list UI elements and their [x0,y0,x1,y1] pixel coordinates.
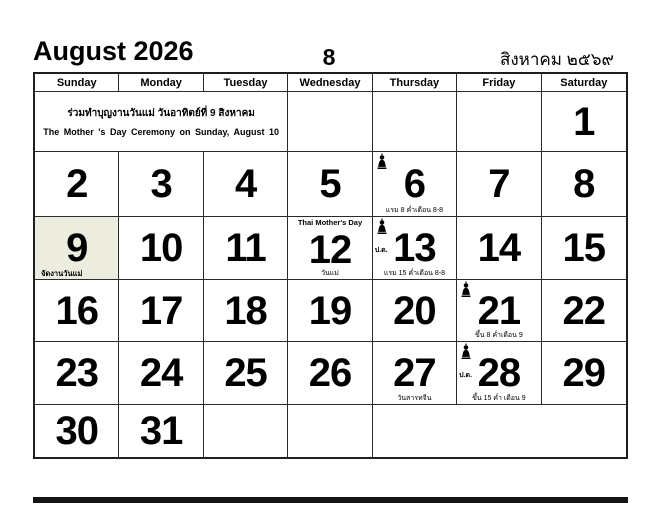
day-cell-21 [457,280,541,342]
day-cell-10 [119,217,203,280]
day-cell-4 [204,152,288,217]
day-number: 30 [55,409,98,453]
day-number: 28 [477,351,521,395]
weekday-header-friday: Friday [457,74,541,92]
day-side-label: ป.ด. [459,372,473,379]
day-cell-28 [457,342,541,405]
day-number: 15 [562,226,606,270]
event-note: วันแม่ [321,270,339,277]
day-cell-13 [373,217,457,280]
day-cell-2 [35,152,119,217]
day-cell-22 [542,280,626,342]
empty-cell [457,92,541,152]
empty-cell [288,405,372,457]
announcement-cell [35,92,288,152]
day-cell-16 [35,280,119,342]
day-cell-3 [119,152,203,217]
day-cell-17 [119,280,203,342]
day-number: 14 [477,226,521,270]
day-number: 26 [308,351,352,395]
lunar-note: ขึ้น 8 ค่ำเดือน 9 [474,332,523,339]
page-title: August 2026 [33,36,194,66]
day-cell-1 [542,92,626,152]
buddha-icon [376,153,388,170]
day-cell-20 [373,280,457,342]
day-number: 9 [66,226,88,270]
empty-merged-cell [373,405,626,457]
day-number: 20 [393,288,436,333]
day-number: 21 [477,288,521,333]
day-number: 2 [66,162,88,206]
day-number: 12 [308,228,352,272]
calendar-grid [33,72,628,459]
day-number: 27 [393,351,436,395]
day-number: 10 [139,226,183,270]
day-cell-11 [204,217,288,280]
weekday-header-sunday: Sunday [35,74,119,92]
day-cell-19 [288,280,372,342]
day-number: 16 [55,288,98,333]
weekday-header-thursday: Thursday [373,74,457,92]
holiday-label: Thai Mother's Day [297,218,363,227]
weekday-header-saturday: Saturday [542,74,626,92]
month-number: 8 [322,44,336,70]
day-number: 19 [308,288,352,333]
buddha-icon [376,218,388,235]
day-number: 23 [55,351,98,395]
day-cell-26 [288,342,372,405]
day-cell-25 [204,342,288,405]
lunar-note: แรม 8 ค่ำเดือน 8-8 [385,207,444,214]
day-number: 17 [139,288,183,333]
day-cell-7 [457,152,541,217]
day-cell-9 [35,217,119,280]
event-note: วันสารทจีน [397,395,432,402]
day-number: 18 [224,288,267,333]
weekday-header-tuesday: Tuesday [204,74,288,92]
event-note: จัดงานวันแม่ [41,268,83,278]
day-number: 5 [319,162,341,206]
lunar-note: แรม 15 ค่ำเดือน 8-8 [383,270,445,277]
empty-cell [204,405,288,457]
day-cell-18 [204,280,288,342]
footer-bar [33,497,628,503]
announcement-line-thai: ร่วมทำบุญงานวันแม่ วันอาทิตย์ที่ 9 สิงหาคม [67,108,255,119]
day-number: 13 [393,226,436,270]
day-number: 4 [234,162,257,206]
day-number: 29 [562,351,606,395]
day-number: 7 [488,162,510,206]
day-number: 6 [403,162,426,206]
day-cell-30 [35,405,119,457]
day-cell-8 [542,152,626,217]
announcement-line-english: The Mother 's Day Ceremony on Sunday, August 10 [43,127,279,137]
day-number: 1 [573,99,595,144]
day-cell-15 [542,217,626,280]
day-number: 24 [139,351,183,395]
empty-cell [288,92,372,152]
day-side-label: ป.ด. [374,247,388,254]
day-number: 8 [573,162,595,206]
day-number: 25 [224,351,267,395]
day-cell-27 [373,342,457,405]
day-cell-23 [35,342,119,405]
day-cell-6 [373,152,457,217]
day-number: 3 [150,162,172,206]
empty-cell [373,92,457,152]
day-number: 31 [139,409,183,453]
day-cell-5 [288,152,372,217]
day-cell-14 [457,217,541,280]
buddha-icon [460,281,472,298]
day-cell-24 [119,342,203,405]
lunar-note: ขึ้น 15 ค่ำ เดือน 9 [472,395,526,402]
weekday-header-monday: Monday [119,74,203,92]
buddha-icon [460,343,472,360]
day-number: 22 [562,288,606,333]
day-cell-29 [542,342,626,405]
day-cell-31 [119,405,203,457]
page-title-thai: สิงหาคม ๒๕๖๙ [499,50,614,69]
weekday-header-wednesday: Wednesday [288,74,372,92]
day-number: 11 [225,226,266,270]
day-cell-12 [288,217,372,280]
